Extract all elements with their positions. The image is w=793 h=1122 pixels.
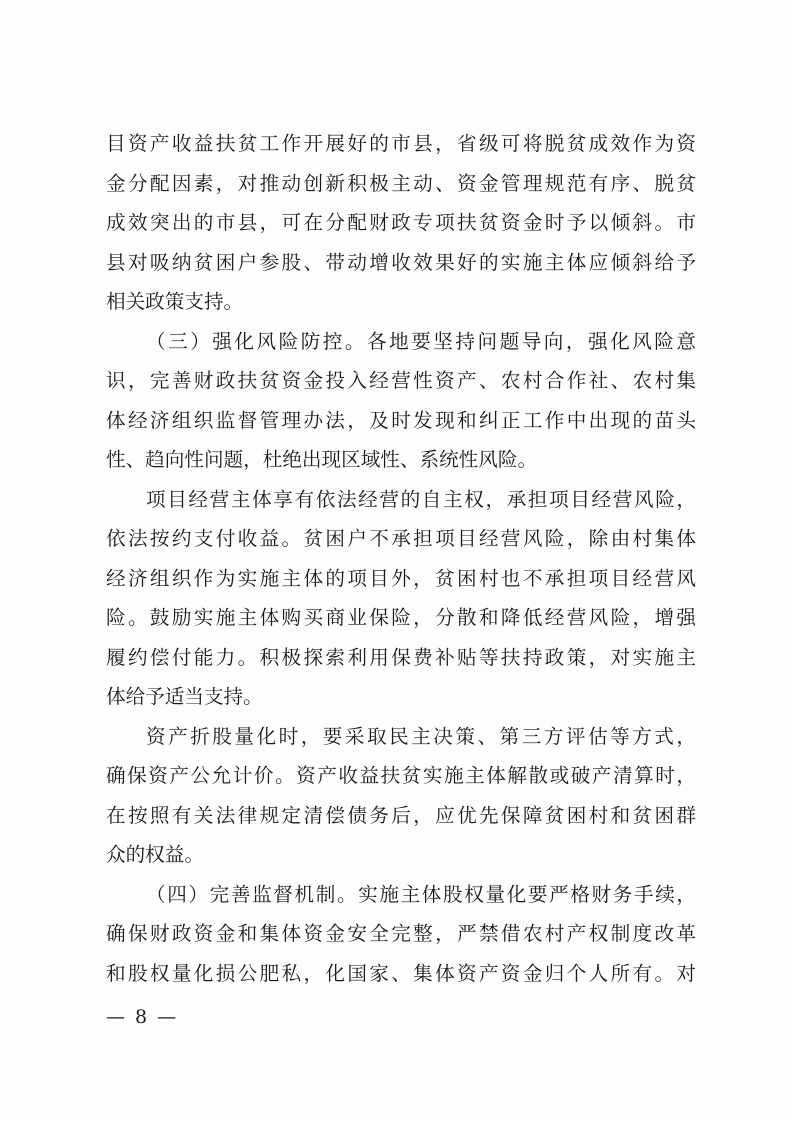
text-line: 体给予适当支持。 bbox=[106, 685, 263, 708]
text-line: 险。鼓励实施主体购买商业保险，分散和降低经营风险，增强 bbox=[106, 606, 696, 629]
text-line: 项目经营主体享有依法经营的自主权，承担项目经营风险， bbox=[146, 487, 696, 511]
text-line: 体经济组织监督管理办法，及时发现和纠正工作中出现的苗头 bbox=[106, 408, 696, 432]
text-line: 确保财政资金和集体资金安全完整，严禁借农村产权制度改革 bbox=[106, 922, 696, 945]
document-body bbox=[106, 124, 696, 993]
text-line: 目资产收益扶贫工作开展好的市县，省级可将脱贫成效作为资 bbox=[106, 132, 696, 155]
text-line: （四）完善监督机制。实施主体股权量化要严格财务手续， bbox=[146, 882, 696, 906]
text-line: 在按照有关法律规定清偿债务后，应优先保障贫困村和贫困群 bbox=[106, 803, 696, 827]
text-line: 和股权量化损公肥私，化国家、集体资产资金归个人所有。对 bbox=[106, 961, 696, 985]
text-line: 经济组织作为实施主体的项目外，贫困村也不承担项目经营风 bbox=[106, 566, 696, 590]
text-line: 履约偿付能力。积极探索利用保费补贴等扶持政策，对实施主 bbox=[106, 645, 696, 669]
text-line: 众的权益。 bbox=[106, 843, 204, 866]
page-number: — 8 — bbox=[106, 1006, 179, 1028]
text-line: 性、趋向性问题，杜绝出现区域性、系统性风险。 bbox=[106, 448, 538, 471]
text-line: 识，完善财政扶贫资金投入经营性资产、农村合作社、农村集 bbox=[106, 369, 696, 392]
text-line: （三）强化风险防控。各地要坚持问题导向，强化风险意 bbox=[146, 329, 696, 353]
text-line: 金分配因素，对推动创新积极主动、资金管理规范有序、脱贫 bbox=[106, 171, 696, 195]
text-line: 资产折股量化时，要采取民主决策、第三方评估等方式， bbox=[146, 724, 696, 748]
text-line: 县对吸纳贫困户参股、带动增收效果好的实施主体应倾斜给予 bbox=[106, 250, 696, 274]
text-line: 相关政策支持。 bbox=[106, 290, 244, 313]
text-line: 成效突出的市县，可在分配财政专项扶贫资金时予以倾斜。市 bbox=[106, 211, 696, 234]
text-line: 依法按约支付收益。贫困户不承担项目经营风险，除由村集体 bbox=[106, 527, 696, 550]
text-line: 确保资产公允计价。资产收益扶贫实施主体解散或破产清算时， bbox=[106, 764, 696, 787]
